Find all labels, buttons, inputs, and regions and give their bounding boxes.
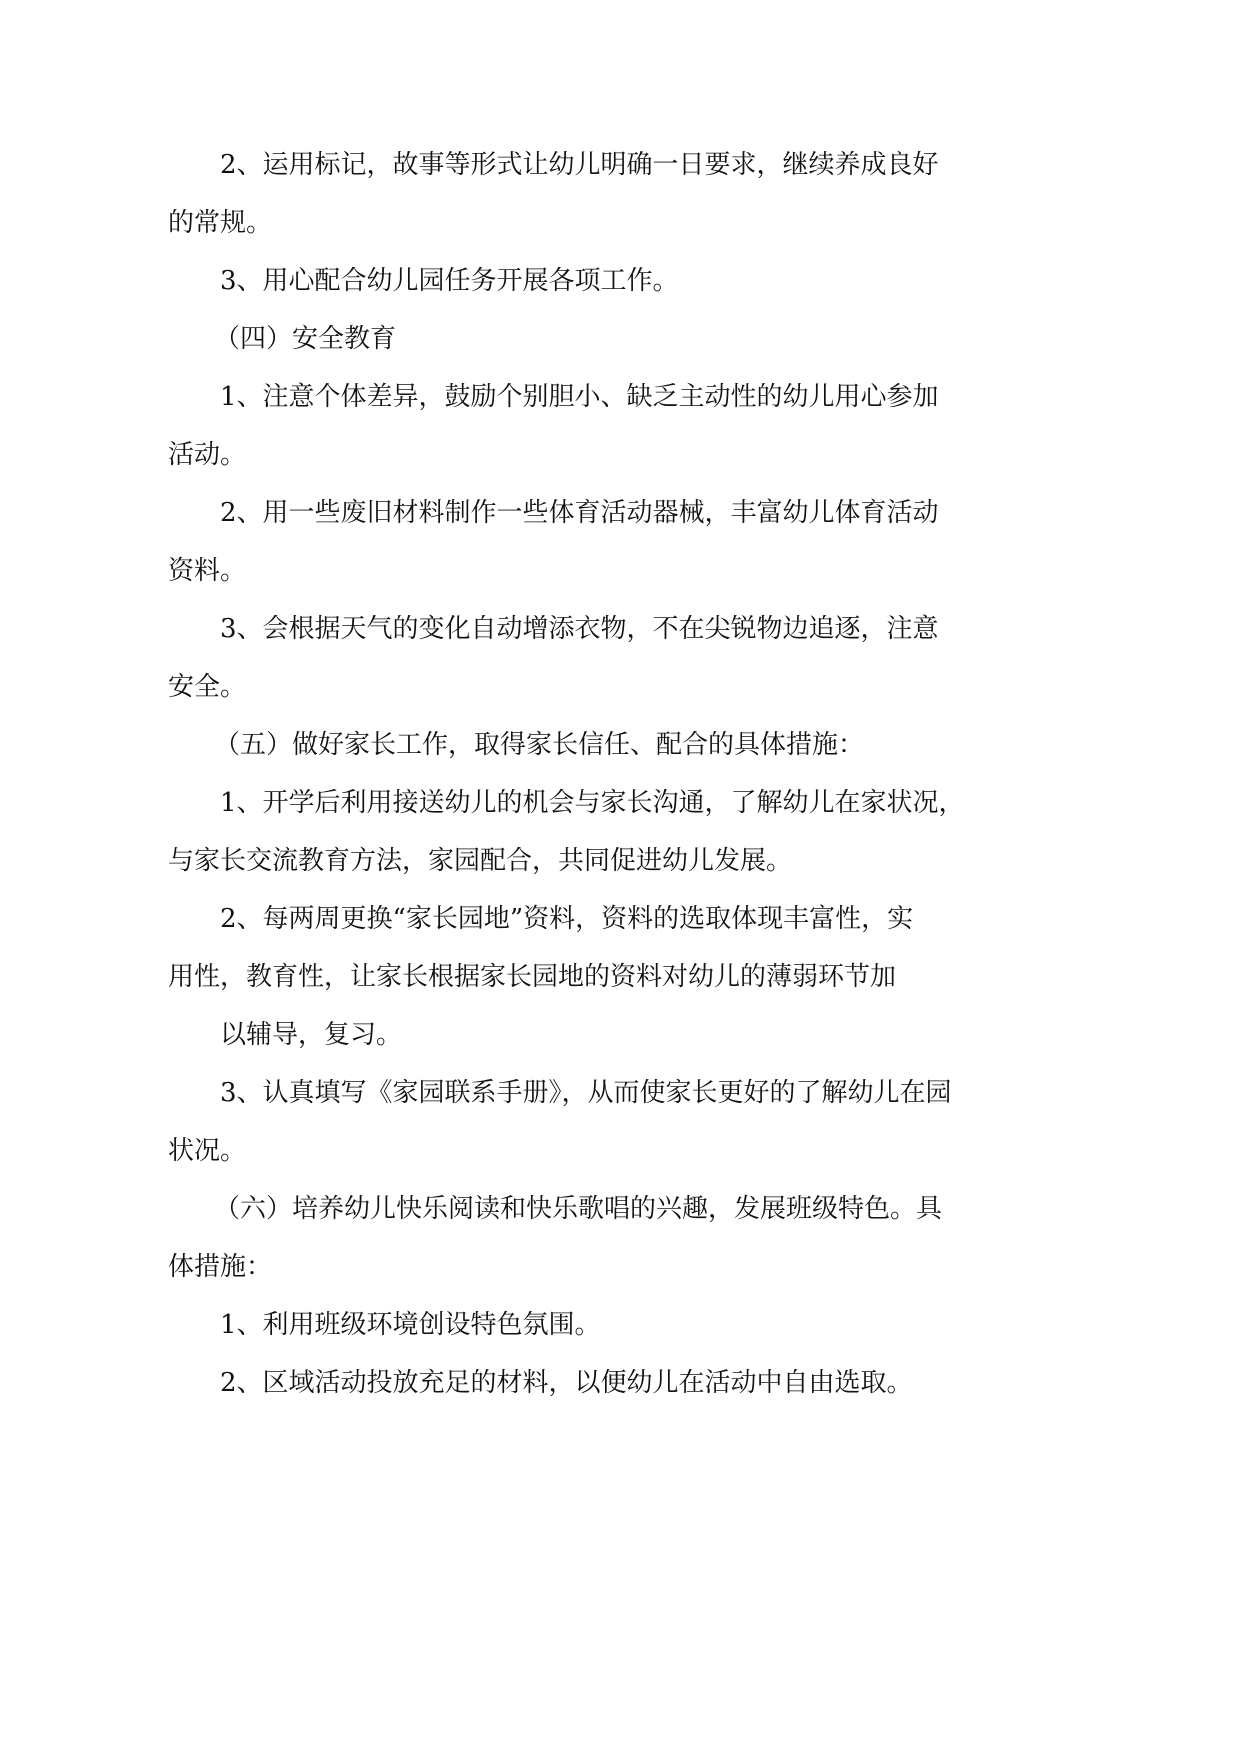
text-line: 安全。 (168, 672, 247, 702)
text-line: 3、会根据天气的变化自动增添衣物，不在尖锐物边追逐，注意 (220, 614, 939, 644)
text-line: 2、每两周更换“家长园地”资料，资料的选取体现丰富性，实 (220, 904, 914, 934)
text-line: 与家长交流教育方法，家园配合，共同促进幼儿发展。 (168, 846, 793, 876)
text-line: 用性，教育性，让家长根据家长园地的资料对幼儿的薄弱环节加 (168, 962, 897, 992)
text-line: 1、注意个体差异，鼓励个别胆小、缺乏主动性的幼儿用心参加 (220, 382, 939, 412)
text-line: 1、开学后利用接送幼儿的机会与家长沟通，了解幼儿在家状况， (220, 788, 965, 818)
section-heading: （五）做好家长工作，取得家长信任、配合的具体措施： (214, 730, 865, 760)
text-line: 2、运用标记，故事等形式让幼儿明确一日要求，继续养成良好 (220, 150, 939, 180)
text-line: 2、用一些废旧材料制作一些体育活动器械，丰富幼儿体育活动 (220, 498, 939, 528)
section-heading: （四）安全教育 (214, 324, 397, 354)
text-line: 体措施： (168, 1252, 273, 1282)
text-line: 3、用心配合幼儿园任务开展各项工作。 (220, 266, 679, 296)
text-line: 3、认真填写《家园联系手册》，从而使家长更好的了解幼儿在园 (220, 1078, 952, 1108)
section-heading: （六）培养幼儿快乐阅读和快乐歌唱的兴趣，发展班级特色。具 (214, 1194, 943, 1224)
text-line: 状况。 (168, 1136, 247, 1166)
text-line: 2、区域活动投放充足的材料，以便幼儿在活动中自由选取。 (220, 1368, 913, 1398)
text-line: 资料。 (168, 556, 247, 586)
text-line: 活动。 (168, 440, 247, 470)
text-line: 以辅导，复习。 (220, 1020, 403, 1050)
text-line: 1、利用班级环境创设特色氛围。 (220, 1310, 601, 1340)
text-line: 的常规。 (168, 208, 273, 238)
